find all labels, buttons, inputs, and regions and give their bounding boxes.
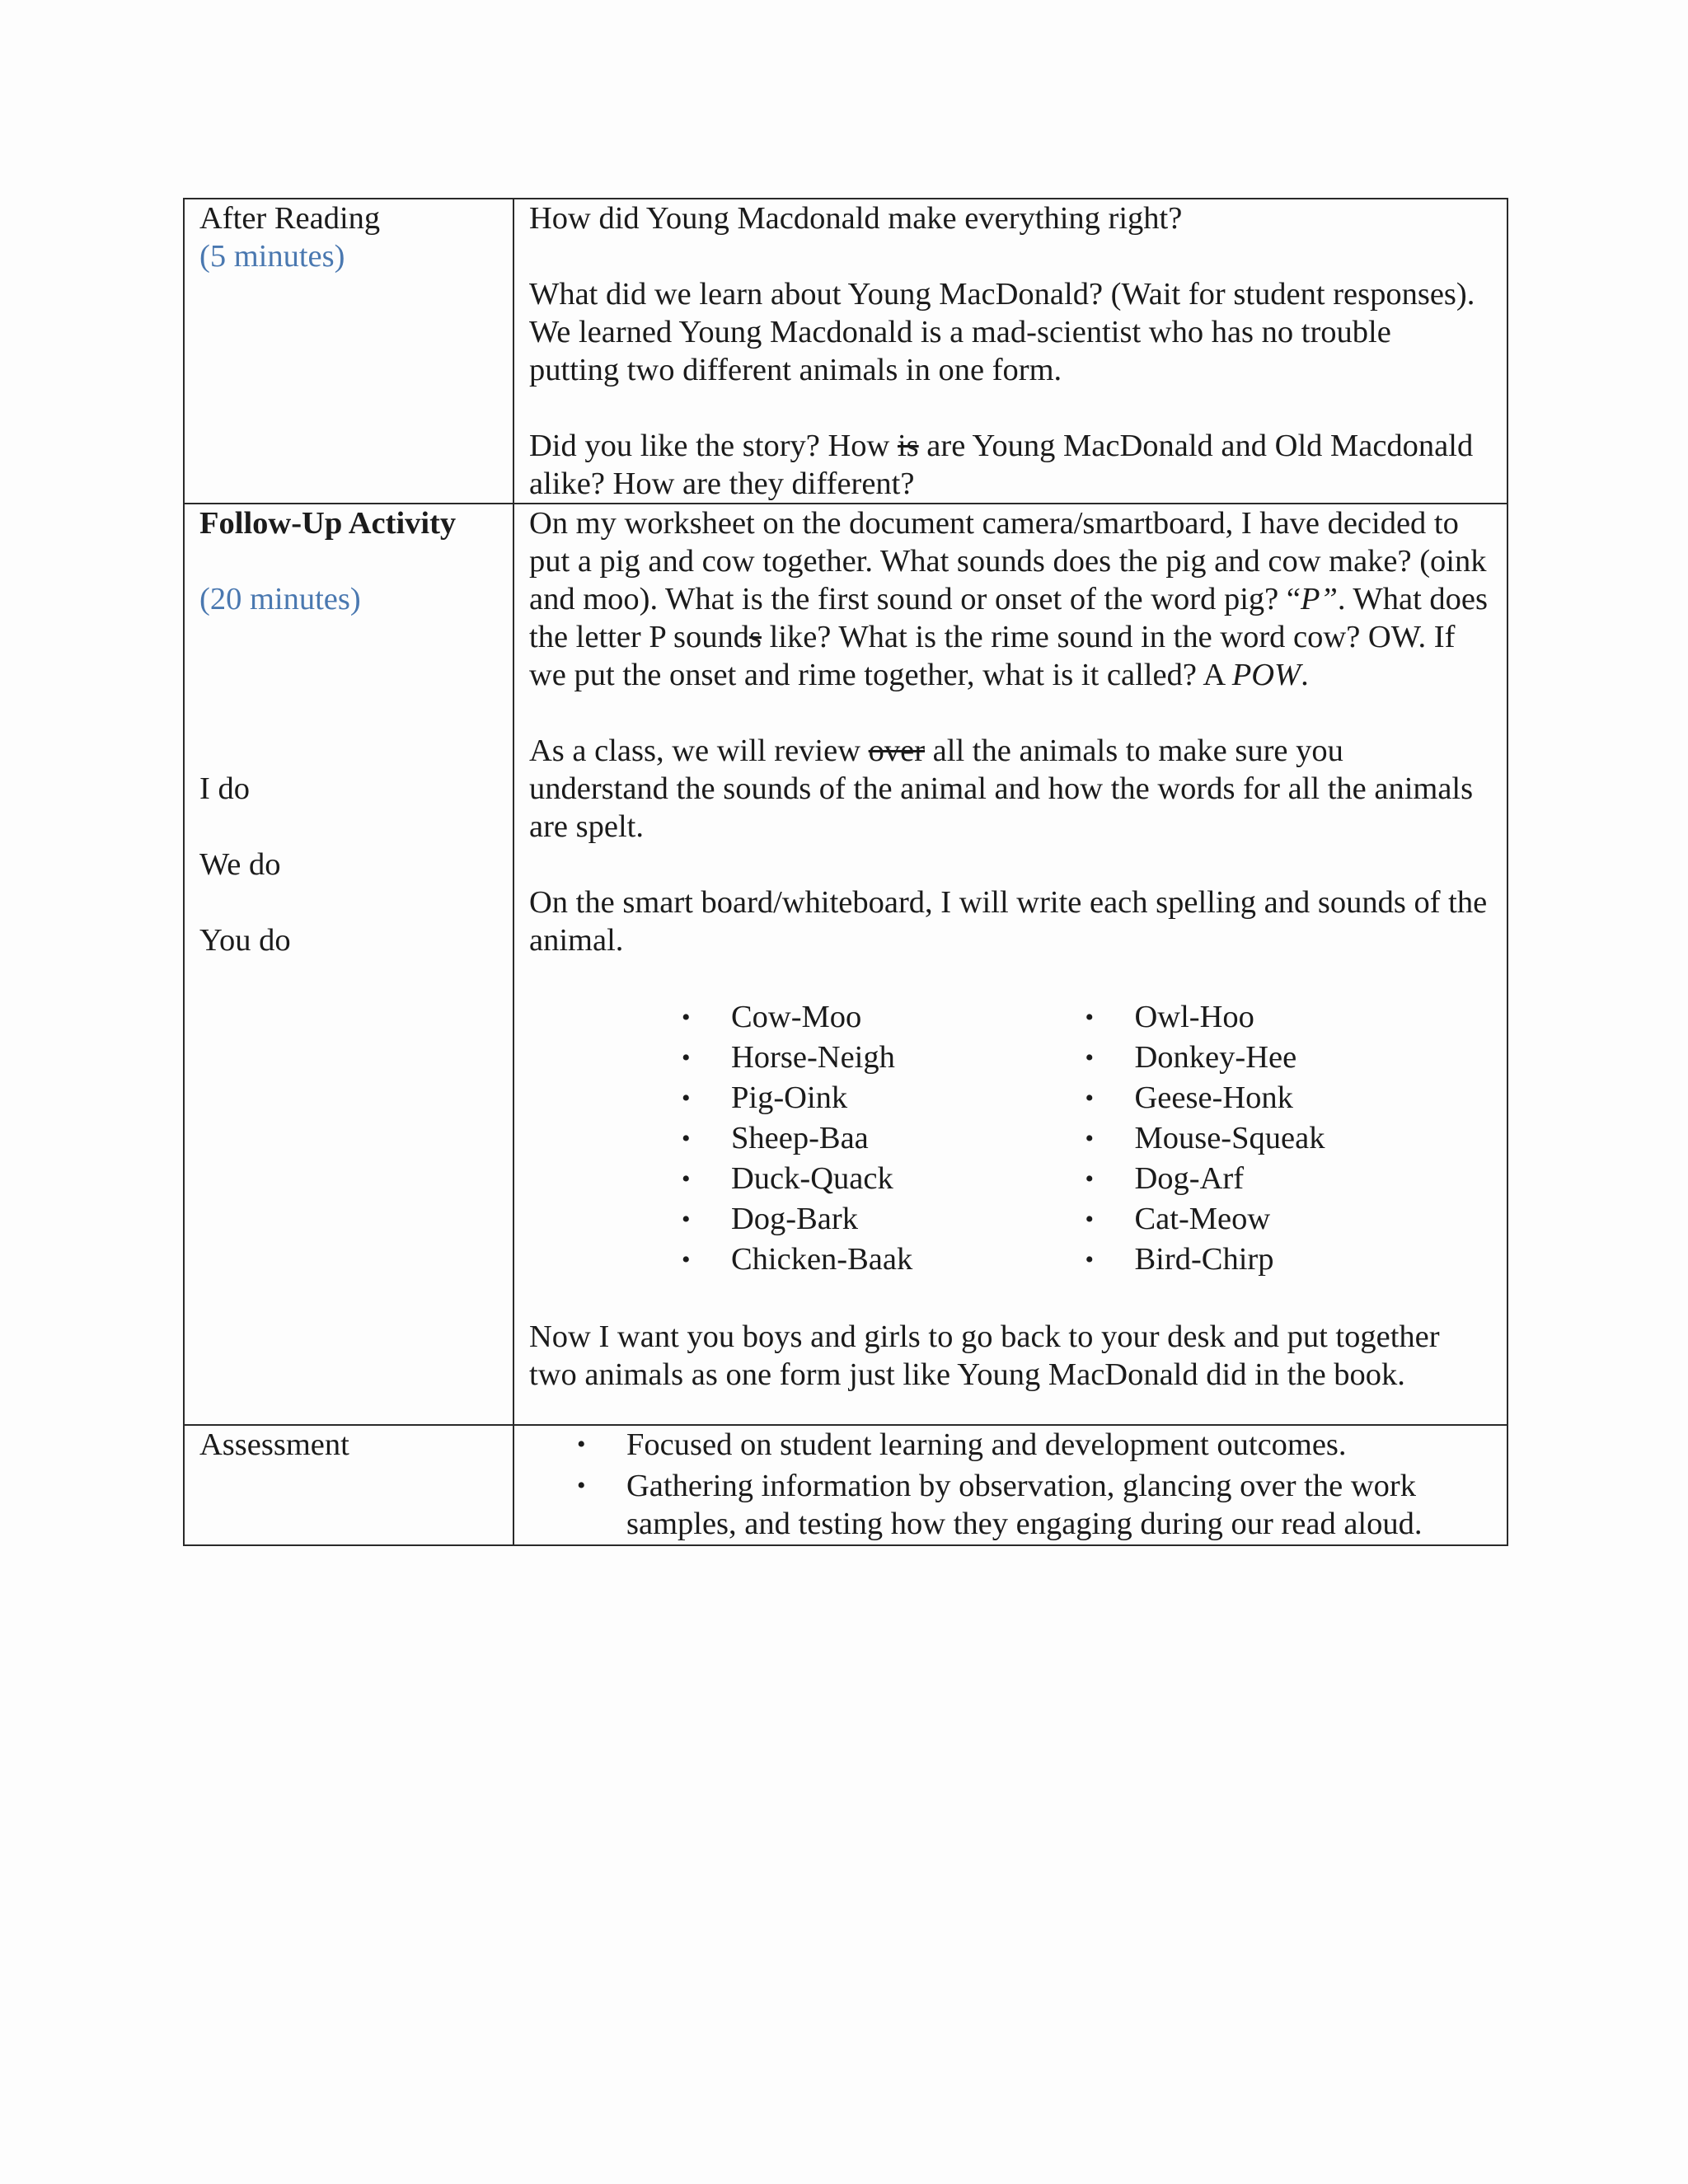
animal-list-right — [1085, 997, 1489, 1280]
after-reading-label: After Reading — [199, 201, 381, 236]
list-item — [682, 1159, 1085, 1199]
list-item-text: Duck-Quack — [731, 1161, 893, 1196]
assessment-item-text: Gathering information by observation, glancing over the work samples, and testing how they engaging during our read aloud. — [626, 1469, 1423, 1541]
list-item — [529, 1426, 1489, 1464]
we-do-label: We do — [199, 847, 281, 882]
p2-text-b: all the animals to make sure you understand the sounds of the animal and how the words for all the animals are spelt. — [529, 733, 1474, 844]
after-reading-content-cell — [513, 199, 1507, 504]
list-item — [1085, 1159, 1489, 1199]
list-item — [1085, 997, 1489, 1038]
p2-text-a: As a class, we will review — [529, 733, 869, 768]
after-reading-label-cell — [184, 199, 513, 504]
list-item — [682, 1199, 1085, 1240]
assessment-label-cell — [184, 1425, 513, 1545]
p1-italic-p: P” — [1300, 582, 1338, 616]
after-reading-q2: What did we learn about Young MacDonald? (Wait for student responses). We learned Young Macdonald is a mad-scientist who has no trouble putting two different animals in one form. — [529, 277, 1475, 387]
list-item-text: Chicken-Baak — [731, 1242, 913, 1277]
list-item — [1085, 1199, 1489, 1240]
after-reading-time: (5 minutes) — [199, 239, 345, 274]
you-do-label: You do — [199, 923, 291, 958]
follow-up-time: (20 minutes) — [199, 582, 361, 616]
follow-up-p1 — [529, 504, 1489, 694]
animal-list-left — [682, 997, 1085, 1280]
bullet-icon: • — [682, 1044, 691, 1071]
animal-sound-lists — [682, 997, 1489, 1280]
bullet-icon: • — [1085, 1085, 1095, 1112]
follow-up-p3: On the smart board/whiteboard, I will write each spelling and sounds of the animal. — [529, 885, 1488, 958]
assessment-label: Assessment — [199, 1427, 349, 1462]
bullet-icon: • — [1085, 1246, 1095, 1273]
bullet-icon: • — [577, 1431, 586, 1458]
list-item — [682, 1240, 1085, 1280]
list-item-text: Dog-Arf — [1134, 1161, 1245, 1196]
list-item-text: Owl-Hoo — [1134, 1000, 1254, 1034]
q3-text-a: Did you like the story? How — [529, 429, 898, 463]
list-item-text: Cow-Moo — [731, 1000, 862, 1034]
list-item-text: Horse-Neigh — [731, 1040, 895, 1075]
p1-text-c: like? What is the rime sound in the word cow? OW. If we put the onset and rime together, what is it called? A — [529, 620, 1456, 692]
bullet-icon: • — [682, 1004, 691, 1031]
after-reading-row — [184, 199, 1507, 504]
list-item-text: Bird-Chirp — [1134, 1242, 1274, 1277]
list-item — [529, 1467, 1489, 1543]
p1-text-d: . — [1301, 658, 1309, 692]
list-item — [682, 1038, 1085, 1078]
after-reading-q3 — [529, 427, 1489, 503]
bullet-icon: • — [1085, 1044, 1095, 1071]
i-do-label: I do — [199, 771, 250, 806]
bullet-icon: • — [682, 1085, 691, 1112]
list-item — [1085, 1038, 1489, 1078]
list-item-text: Sheep-Baa — [731, 1121, 869, 1155]
assessment-item-text: Focused on student learning and development outcomes. — [626, 1427, 1347, 1462]
q3-text-b: are Young MacDonald and Old Macdonald alike? How are they different? — [529, 429, 1474, 501]
list-item — [1085, 1078, 1489, 1118]
bullet-icon: • — [682, 1206, 691, 1233]
list-item-text: Geese-Honk — [1134, 1080, 1293, 1115]
p2-strike: over — [868, 733, 926, 768]
bullet-icon: • — [577, 1472, 586, 1499]
list-item — [682, 997, 1085, 1038]
q3-strike: is — [897, 429, 919, 463]
bullet-icon: • — [1085, 1165, 1095, 1193]
follow-up-label-cell — [184, 504, 513, 1425]
list-item — [682, 1118, 1085, 1159]
bullet-icon: • — [682, 1246, 691, 1273]
follow-up-p2 — [529, 732, 1489, 846]
follow-up-content-cell — [513, 504, 1507, 1425]
p1-text-a: On my worksheet on the document camera/smartboard, I have decided to put a pig and cow together. What sounds does the pig and cow make? (oink and moo). What is the first sound or onset of the word pig? “ — [529, 506, 1487, 616]
p1-strike: s — [748, 620, 762, 654]
lesson-plan-table — [183, 198, 1508, 1546]
p1-text-b: . What does the letter P sound — [529, 582, 1488, 654]
list-item — [1085, 1240, 1489, 1280]
assessment-content-cell — [513, 1425, 1507, 1545]
bullet-icon: • — [682, 1165, 691, 1193]
bullet-icon: • — [1085, 1125, 1095, 1152]
bullet-icon: • — [1085, 1206, 1095, 1233]
list-item-text: Dog-Bark — [731, 1202, 858, 1236]
list-item — [682, 1078, 1085, 1118]
p1-italic-pow: POW — [1231, 658, 1301, 692]
follow-up-label: Follow-Up Activity — [199, 506, 457, 541]
list-item-text: Pig-Oink — [731, 1080, 848, 1115]
bullet-icon: • — [682, 1125, 691, 1152]
follow-up-row — [184, 504, 1507, 1425]
list-item-text: Mouse-Squeak — [1134, 1121, 1325, 1155]
list-item-text: Cat-Meow — [1134, 1202, 1271, 1236]
list-item — [1085, 1118, 1489, 1159]
follow-up-p4: Now I want you boys and girls to go back to your desk and put together two animals as one form just like Young MacDonald did in the book. — [529, 1319, 1440, 1392]
assessment-row — [184, 1425, 1507, 1545]
after-reading-q1: How did Young Macdonald make everything right? — [529, 201, 1183, 236]
bullet-icon: • — [1085, 1004, 1095, 1031]
list-item-text: Donkey-Hee — [1134, 1040, 1297, 1075]
